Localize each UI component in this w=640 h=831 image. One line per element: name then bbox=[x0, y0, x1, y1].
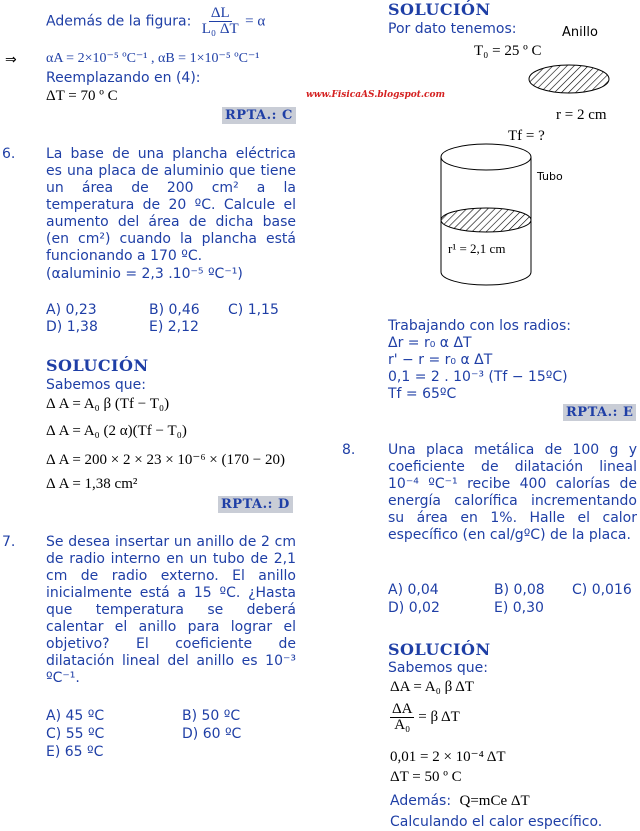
solution-7-intro: Por dato tenemos: bbox=[388, 21, 517, 37]
option-a[interactable]: A) 0,23 bbox=[46, 302, 97, 318]
work-line-4: Tf = 65ºC bbox=[388, 386, 457, 402]
solution-7-heading: SOLUCIÓN bbox=[388, 0, 491, 19]
answer-badge-c: RPTA.: C bbox=[222, 107, 296, 124]
solution-6-eq-3: Δ A = 200 × 2 × 23 × 10⁻⁶ × (170 − 20) bbox=[46, 452, 285, 468]
solution-6-heading: SOLUCIÓN bbox=[46, 356, 149, 375]
option-e[interactable]: E) 65 ºC bbox=[46, 744, 104, 760]
r1-label: r¹ = 2,1 cm bbox=[448, 241, 506, 256]
fraction-da-a0 bbox=[390, 702, 414, 733]
solution-6-eq-1: Δ A = A₀ β (Tf − T₀) bbox=[46, 396, 170, 412]
fraction-numerator: ΔL bbox=[210, 5, 230, 21]
problem-6-text: La base de una plancha eléctrica es una placa de aluminio que tiene un área de 200 cm² a la temperatura de 20 ºC. Calcule el aumento del área de dicha base (en cm²) cuando la plancha está funcionando a 170 ºC. bbox=[46, 146, 296, 264]
work-line-2: r' − r = r₀ α ΔT bbox=[388, 352, 493, 368]
option-e[interactable]: E) 2,12 bbox=[149, 319, 199, 335]
fraction-numerator: ΔA bbox=[392, 701, 413, 717]
tube-bottom-arc bbox=[441, 272, 531, 285]
t0-label: T₀ = 25 º C bbox=[474, 43, 542, 59]
problem-8-text: Una placa metálica de 100 g y coeficiente de dilatación lineal 10⁻⁴ ºC⁻¹ recibe 400 calorías de energía calorífica incrementando su área en 1%. Halle el calor específico (en cal/gºC) de la placa. bbox=[388, 442, 637, 543]
fraction-dl bbox=[200, 6, 241, 37]
tube-cross-section bbox=[441, 208, 531, 232]
intro-line bbox=[46, 6, 265, 37]
watermark-text: www.FisicaAS.blogspot.com bbox=[306, 90, 446, 100]
problem-6-options-row-1 bbox=[46, 302, 279, 319]
solution-8-ademas-line bbox=[390, 793, 530, 810]
solution-8-eq-1: ΔA = A₀ β ΔT bbox=[390, 679, 474, 695]
delta-t-result: ΔT = 70 º C bbox=[46, 88, 118, 104]
anillo-label: Anillo bbox=[562, 25, 598, 40]
problem-7-options-row-3 bbox=[46, 744, 103, 761]
reemplazando-text: Reemplazando en (4): bbox=[46, 70, 201, 86]
tube-top-ellipse bbox=[441, 144, 531, 170]
problem-7-options-row-2 bbox=[46, 726, 241, 743]
solution-8-last-line: Calculando el calor específico. bbox=[390, 814, 603, 830]
option-d[interactable]: D) 60 ºC bbox=[182, 726, 242, 742]
solution-8-intro: Sabemos que: bbox=[388, 660, 489, 676]
problem-7-text: Se desea insertar un anillo de 2 cm de radio interno en un tubo de 2,1 cm de radio externo. El anillo inicialmente está a 15 ºC. ¿Hasta que temperatura se deberá calentar el anillo para lograr el objetivo? El coeficiente de dilatación lineal del anillo es 10⁻³ ºC⁻¹. bbox=[46, 534, 296, 686]
solution-6-eq-2: Δ A = A₀ (2 α)(Tf − T₀) bbox=[46, 423, 187, 439]
option-a[interactable]: A) 45 ºC bbox=[46, 708, 105, 724]
solution-8-heading: SOLUCIÓN bbox=[388, 640, 491, 659]
option-b[interactable]: B) 0,08 bbox=[494, 582, 545, 598]
implies-arrow-icon: ⇒ bbox=[5, 52, 17, 68]
tf-label: Tf = ? bbox=[508, 128, 545, 144]
tube-diagram bbox=[436, 140, 536, 290]
option-c[interactable]: C) 55 ºC bbox=[46, 726, 105, 742]
option-d[interactable]: D) 0,02 bbox=[388, 600, 440, 616]
option-a[interactable]: A) 0,04 bbox=[388, 582, 439, 598]
work-line-1: Δr = r₀ α ΔT bbox=[388, 335, 472, 351]
ring-ellipse bbox=[529, 65, 609, 93]
solution-8-eq-2 bbox=[390, 702, 460, 733]
watermark bbox=[306, 90, 445, 100]
answer-badge-e: RPTA.: E bbox=[563, 404, 636, 421]
fraction-denominator: L₀ ΔT bbox=[201, 21, 239, 37]
solution-6-eq-4: Δ A = 1,38 cm² bbox=[46, 476, 138, 492]
problem-7-options-row-1 bbox=[46, 708, 240, 725]
tubo-label: Tubo bbox=[537, 170, 563, 183]
radius-label: r = 2 cm bbox=[556, 107, 607, 123]
intro-text: Además de la figura: bbox=[46, 13, 192, 30]
ring-diagram bbox=[527, 63, 611, 95]
solution-6-intro: Sabemos que: bbox=[46, 377, 147, 393]
problem-8-options-row-2 bbox=[388, 600, 544, 617]
answer-badge-d: RPTA.: D bbox=[218, 496, 293, 513]
problem-8-number: 8. bbox=[342, 442, 356, 458]
work-intro: Trabajando con los radios: bbox=[388, 318, 572, 334]
problem-6-options-row-2 bbox=[46, 319, 199, 336]
alpha-line: αA = 2×10⁻⁵ ºC⁻¹ , αB = 1×10⁻⁵ ºC⁻¹ bbox=[46, 51, 260, 66]
fraction-denominator: A₀ bbox=[394, 717, 411, 733]
ademas-text: Además: bbox=[390, 793, 452, 809]
option-e[interactable]: E) 0,30 bbox=[494, 600, 544, 616]
heat-equation: Q=mCe ΔT bbox=[459, 793, 530, 809]
option-d[interactable]: D) 1,38 bbox=[46, 319, 98, 335]
problem-6-coefficient: (αaluminio = 2,3 .10⁻⁵ ºC⁻¹) bbox=[46, 266, 243, 282]
option-b[interactable]: B) 0,46 bbox=[149, 302, 200, 318]
option-c[interactable]: C) 0,016 bbox=[572, 582, 632, 598]
equation-rhs: = α bbox=[245, 13, 266, 30]
solution-8-eq-4: ΔT = 50 º C bbox=[390, 769, 462, 785]
option-c[interactable]: C) 1,15 bbox=[228, 302, 279, 318]
problem-7-number: 7. bbox=[2, 534, 16, 550]
equation-rhs: = β ΔT bbox=[418, 708, 460, 725]
problem-8-options-row-1 bbox=[388, 582, 632, 599]
problem-6-number: 6. bbox=[2, 146, 16, 162]
option-b[interactable]: B) 50 ºC bbox=[182, 708, 241, 724]
solution-8-eq-3: 0,01 = 2 × 10⁻⁴ ΔT bbox=[390, 749, 506, 765]
work-line-3: 0,1 = 2 . 10⁻³ (Tf − 15ºC) bbox=[388, 369, 568, 385]
